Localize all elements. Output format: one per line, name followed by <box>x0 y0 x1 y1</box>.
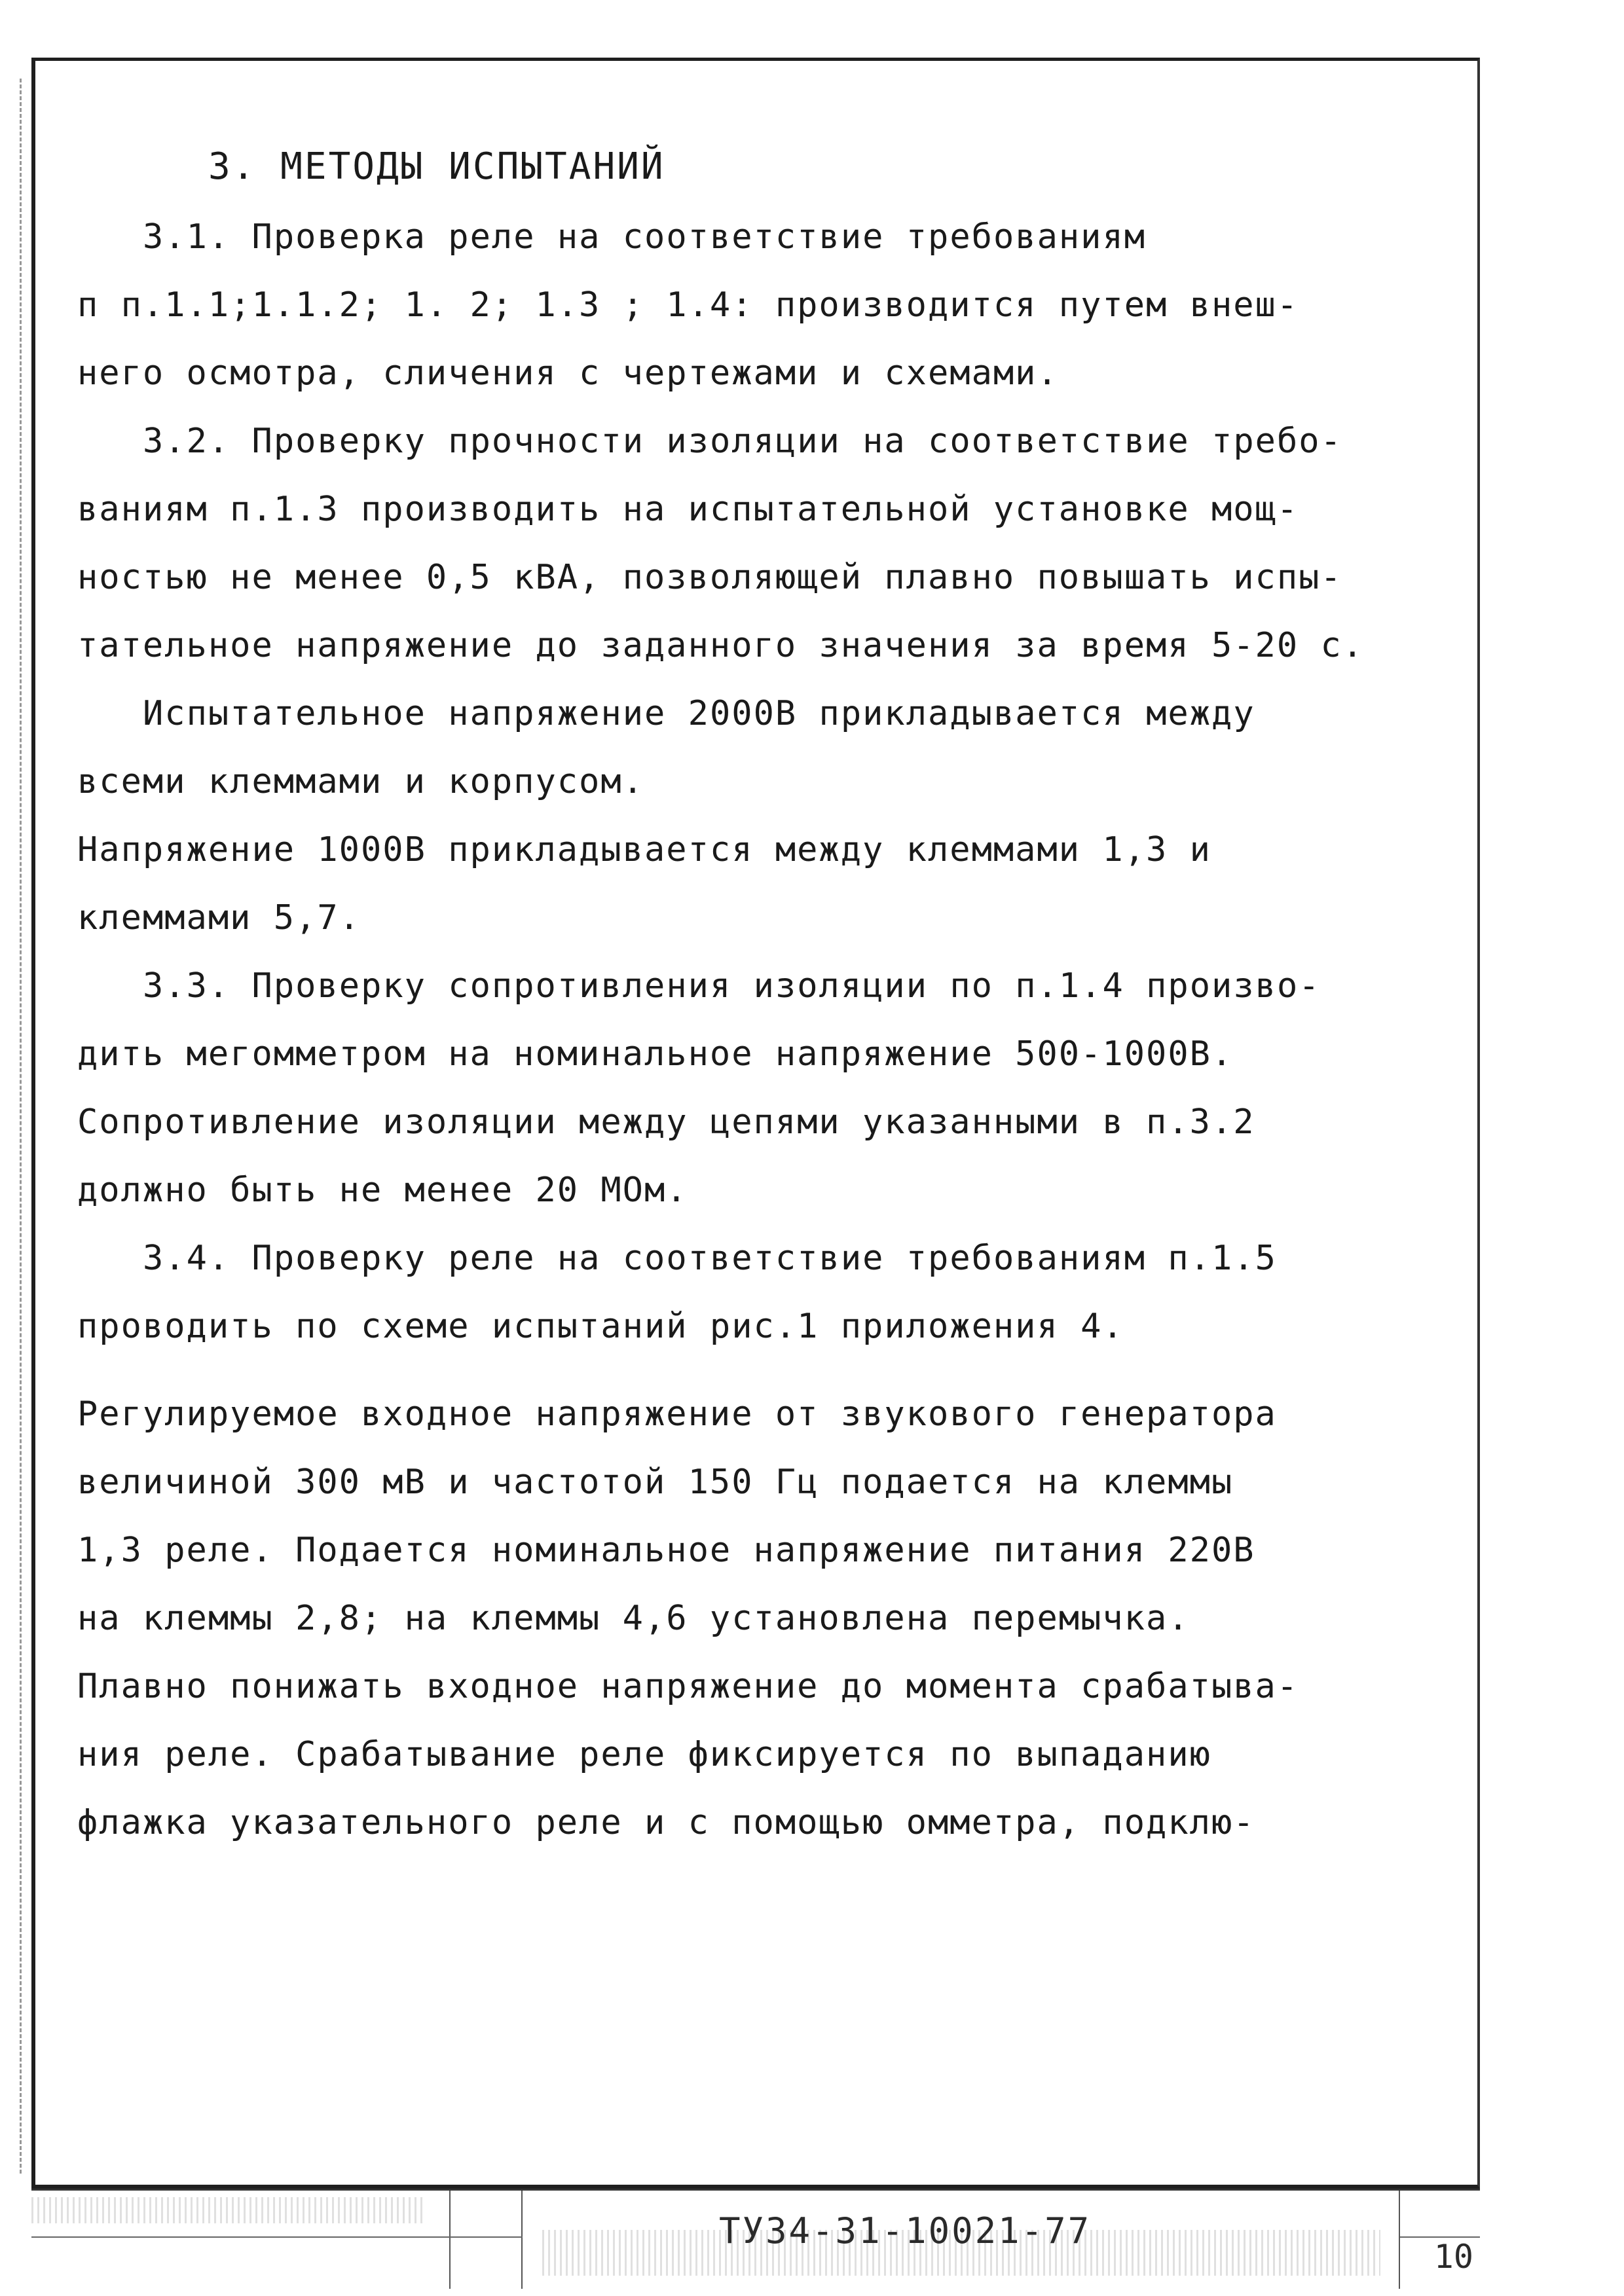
text-line: 3.4. Проверку реле на соответствие требованиям п.1.5 <box>143 1239 1277 1278</box>
paragraph-test-voltage <box>77 680 1413 816</box>
document-code: ТУ34-31-10021-77 <box>719 2210 1092 2251</box>
text-line: Плавно понижать входное напряжение до момента срабатыва- <box>77 1667 1299 1706</box>
text-line: п п.1.1;1.1.2; 1. 2; 1.3 ; 1.4: производится путем внеш- <box>77 285 1299 325</box>
text-line: Сопротивление изоляции между цепями указанными в п.3.2 <box>77 1102 1255 1142</box>
paragraph-3-3 <box>77 952 1413 1224</box>
section-title: 3. МЕТОДЫ ИСПЫТАНИЙ <box>208 145 665 188</box>
paragraph-3-1 <box>77 203 1413 407</box>
text-line: флажка указательного реле и с помощью омметра, подклю- <box>77 1803 1255 1842</box>
text-line: 3.3. Проверку сопротивления изоляции по п.1.4 произво- <box>143 966 1321 1006</box>
text-line: ния реле. Срабатывание реле фиксируется по выпаданию <box>77 1735 1211 1774</box>
title-block <box>31 2189 1480 2287</box>
paragraph-voltage-1000 <box>77 816 1413 952</box>
text-line: всеми клеммами и корпусом. <box>77 762 644 801</box>
text-line: величиной 300 мВ и частотой 150 Гц подается на клеммы <box>77 1463 1234 1502</box>
text-line: Регулируемое входное напряжение от звукового генератора <box>77 1394 1277 1434</box>
binding-margin-marks <box>20 79 27 2174</box>
text-line: ностью не менее 0,5 кВА, позволяющей плавно повышать испы- <box>77 558 1342 597</box>
title-block-cell <box>451 2191 523 2289</box>
text-line: должно быть не менее 20 МОм. <box>77 1171 688 1210</box>
text-line: 3.2. Проверку прочности изоляции на соответствие требо- <box>143 422 1342 461</box>
text-line: проводить по схеме испытаний рис.1 приложения 4. <box>77 1307 1124 1346</box>
text-line: него осмотра, сличения с чертежами и схемами. <box>77 354 1059 393</box>
text-line: 3.1. Проверка реле на соответствие требованиям <box>143 217 1147 257</box>
title-block-cell <box>31 2191 451 2289</box>
text-line: Испытательное напряжение 2000В прикладывается между <box>143 694 1255 733</box>
text-line: 1,3 реле. Подается номинальное напряжение питания 220В <box>77 1531 1255 1570</box>
paragraph-generator <box>77 1380 1413 1857</box>
paragraph-3-2 <box>77 407 1413 680</box>
text-line: ваниям п.1.3 производить на испытательной установке мощ- <box>77 490 1299 529</box>
text-line: дить мегомметром на номинальное напряжение 500-1000В. <box>77 1034 1234 1074</box>
document-body <box>77 131 1413 1857</box>
sheet-number: 10 <box>1433 2238 1473 2276</box>
text-line: Напряжение 1000В прикладывается между клеммами 1,3 и <box>77 830 1211 869</box>
text-line: клеммами 5,7. <box>77 898 361 938</box>
paragraph-3-4 <box>77 1224 1413 1360</box>
text-line: на клеммы 2,8; на клеммы 4,6 установлена перемычка. <box>77 1599 1190 1638</box>
text-line: тательное напряжение до заданного значения за время 5-20 с. <box>77 626 1365 665</box>
